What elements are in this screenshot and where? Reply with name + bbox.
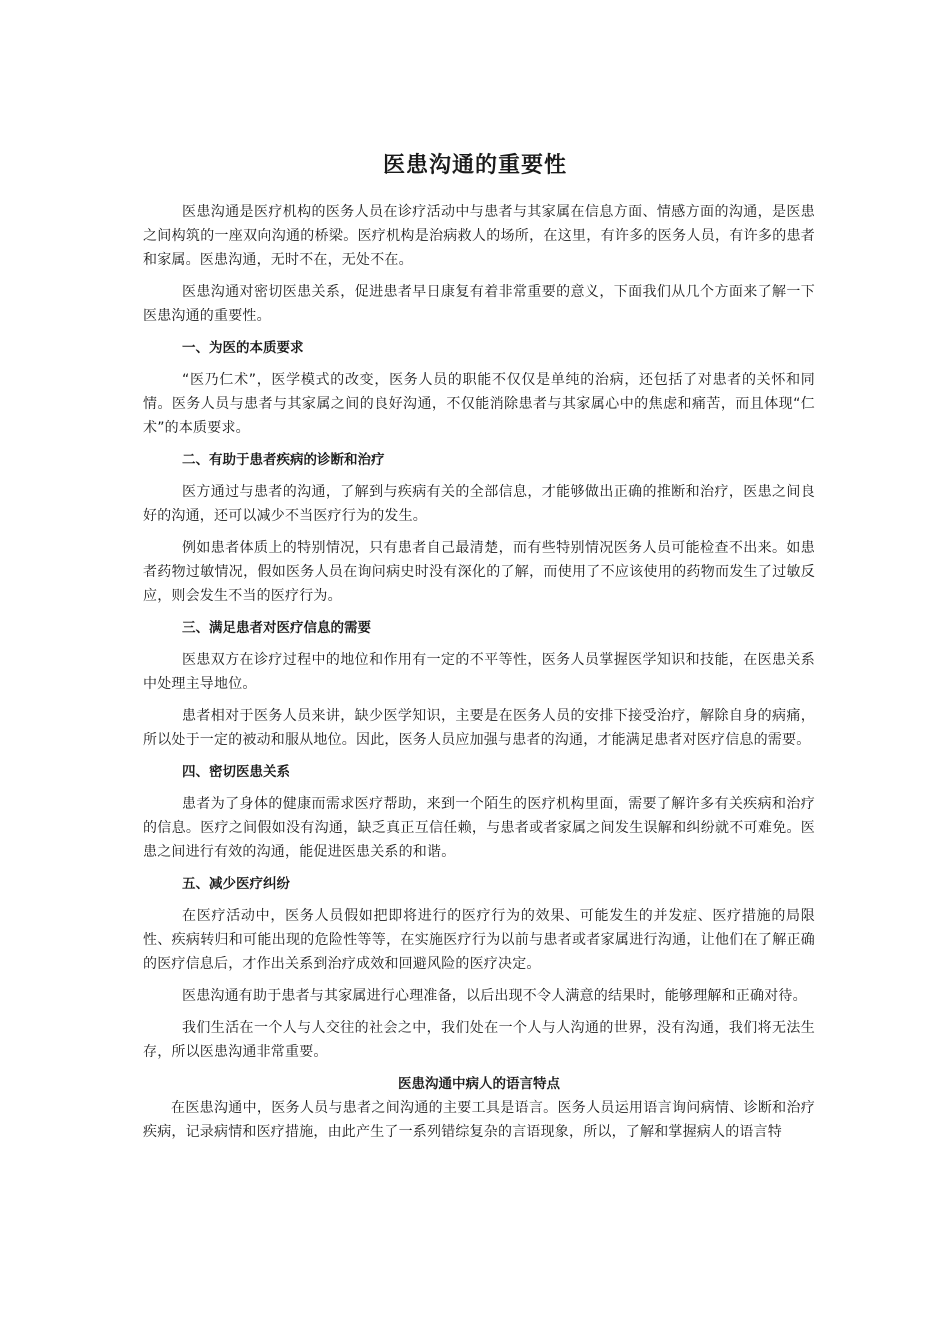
section-5-paragraph-2: 医患沟通有助于患者与其家属进行心理准备，以后出现不令人满意的结果时，能够理解和正确对待。: [182, 988, 807, 1004]
section-2-title: 医患沟通中病人的语言特点: [398, 1076, 560, 1092]
section-2-paragraph-1: 医方通过与患者的沟通，了解到与疾病有关的全部信息，才能够做出正确的推断和治疗，医患之间良好的沟通，还可以减少不当医疗行为的发生。: [143, 484, 815, 524]
section-heading-4: 四、密切医患关系: [182, 764, 290, 780]
section-5-paragraph-1: 在医疗活动中，医务人员假如把即将进行的医疗行为的效果、可能发生的并发症、医疗措施的局限性、疾病转归和可能出现的危险性等等，在实施医疗行为以前与患者或者家属进行沟通，让他们在了解正确的医疗信息后，才作出关系到治疗成效和回避风险的医疗决定。: [143, 908, 815, 972]
section-4-paragraph-1: 患者为了身体的健康而需求医疗帮助，来到一个陌生的医疗机构里面，需要了解许多有关疾病和治疗的信息。医疗之间假如没有沟通，缺乏真正互信任赖，与患者或者家属之间发生误解和纠纷就不可难免。医患之间进行有效的沟通，能促进医患关系的和谐。: [143, 796, 815, 860]
document-body: [143, 200, 815, 1144]
section-3-paragraph-2: 患者相对于医务人员来讲，缺少医学知识，主要是在医务人员的安排下接受治疗，解除自身的病痛，所以处于一定的被动和服从地位。因此，医务人员应加强与患者的沟通，才能满足患者对医疗信息的需要。: [143, 708, 815, 748]
section-2-paragraph-2: 例如患者体质上的特别情况，只有患者自己最清楚，而有些特别情况医务人员可能检查不出来。如患者药物过敏情况，假如医务人员在询问病史时没有深化的了解，而使用了不应该使用的药物而发生了过敏反应，则会发生不当的医疗行为。: [143, 540, 815, 604]
section-heading-5: 五、减少医疗纠纷: [182, 876, 290, 892]
intro-paragraph-2: 医患沟通对密切医患关系，促进患者早日康复有着非常重要的意义，下面我们从几个方面来了解一下医患沟通的重要性。: [143, 284, 815, 324]
section-heading-2: 二、有助于患者疾病的诊断和治疗: [182, 452, 385, 468]
section-3-paragraph-1: 医患双方在诊疗过程中的地位和作用有一定的不平等性，医务人员掌握医学知识和技能，在医患关系中处理主导地位。: [143, 652, 815, 692]
section-1-paragraph-1: “医乃仁术”，医学模式的改变，医务人员的职能不仅仅是单纯的治病，还包括了对患者的关怀和同情。医务人员与患者与其家属之间的良好沟通，不仅能消除患者与其家属心中的焦虑和痛苦，而且体现“仁术”的本质要求。: [143, 372, 815, 436]
section-5-paragraph-3: 我们生活在一个人与人交往的社会之中，我们处在一个人与人沟通的世界，没有沟通，我们将无法生存，所以医患沟通非常重要。: [143, 1020, 815, 1060]
document-title: 医患沟通的重要性: [382, 153, 567, 178]
section-heading-1: 一、为医的本质要求: [182, 340, 304, 356]
intro-paragraph-1: 医患沟通是医疗机构的医务人员在诊疗活动中与患者与其家属在信息方面、情感方面的沟通，是医患之间构筑的一座双向沟通的桥梁。医疗机构是治病救人的场所，在这里，有许多的医务人员，有许多的患者和家属。医患沟通，无时不在，无处不在。: [143, 204, 815, 268]
section-2-intro-paragraph: 在医患沟通中，医务人员与患者之间沟通的主要工具是语言。医务人员运用语言询问病情、诊断和治疗疾病，记录病情和医疗措施，由此产生了一系列错综复杂的言语现象，所以，了解和掌握病人的语言特: [143, 1100, 815, 1140]
section-heading-3: 三、满足患者对医疗信息的需要: [182, 620, 371, 636]
